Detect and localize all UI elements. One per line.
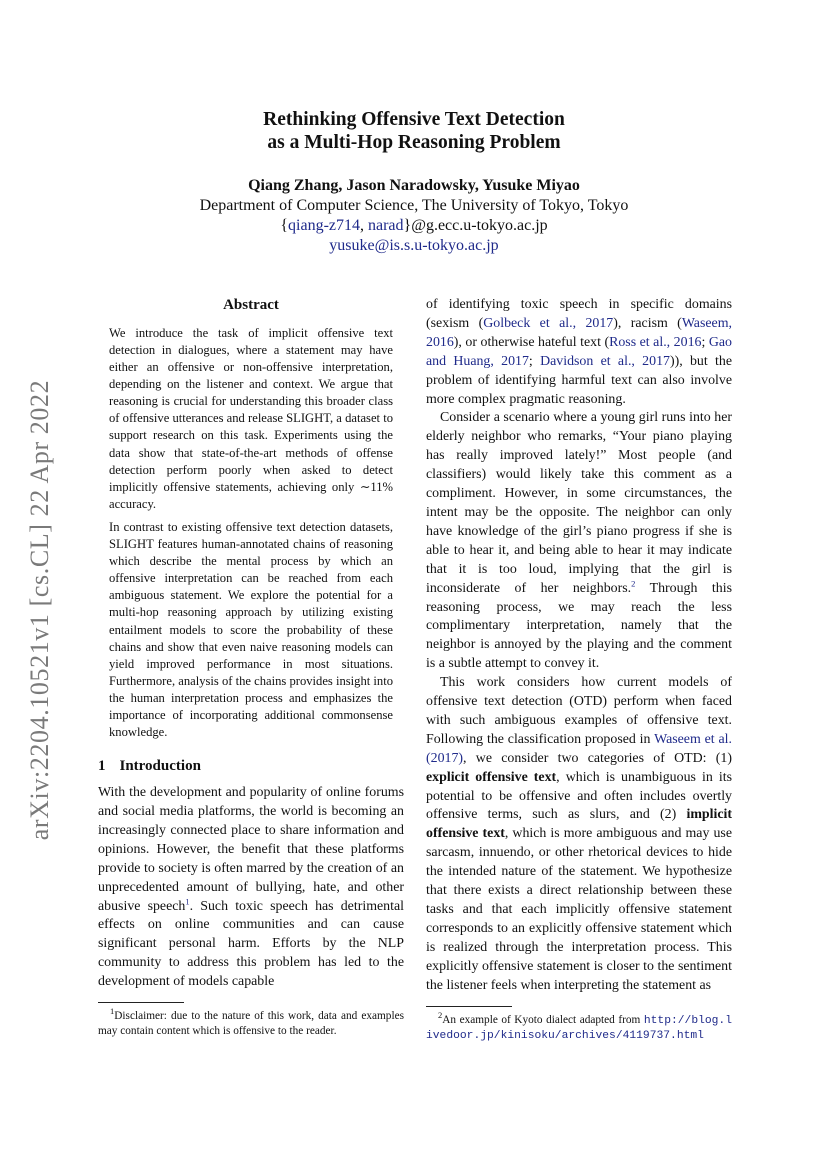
arxiv-side-stamp: arXiv:2204.10521v1 [cs.CL] 22 Apr 2022 xyxy=(25,379,54,841)
email-link-yusuke[interactable]: yusuke@is.s.u-tokyo.ac.jp xyxy=(329,237,499,254)
author-block xyxy=(100,176,728,256)
abstract-heading: Abstract xyxy=(223,297,279,313)
right-column xyxy=(426,296,732,1044)
intro-paragraph-2: Consider a scenario where a young girl runs into her elderly neighbor who remarks, “Your piano playing has really improved lately!” Most people (and classifiers) would likely take this comment as a compliment. However, in some circumstances, the intent may be the opposite. The neighbor can only have knowledge of the girl’s piano progress if she is able to hear it, and being able to hear it may indicate that it is too loud, implying that the girl is inconsiderate of her neighbors.$^2$ Through this reasoning process, we may reach the less complimentary interpretation, namely that the neighbor is annoyed by the playing and the comment is a subtle attempt to convey it. xyxy=(426,410,732,672)
footnote-ref-1[interactable]: 1 xyxy=(185,895,190,906)
affiliation: Department of Computer Science, The University of Tokyo, Tokyo xyxy=(199,197,629,214)
footnote-2-url-link[interactable]: http://blog.livedoor.jp/kinisoku/archives/4119737.html xyxy=(426,1014,732,1043)
section-heading-introduction: 1 Introduction xyxy=(98,758,201,775)
citation-davidson[interactable]: Davidson et al., 2017 xyxy=(540,353,670,369)
author-names: Qiang Zhang, Jason Naradowsky, Yusuke Miyao xyxy=(248,177,580,194)
abstract-paragraph-2: In contrast to existing offensive text detection datasets, SLIGHT features human-annotated chains of reasoning which describe the mental process by which an offensive interpretation can be reached from each ambiguous statement. We explore the potential for a multi-hop reasoning approach by utilizing existing entailment models to score the probability of these chains and show that even naive reasoning models can yield improved performance in most situations. Furthermore, analysis of the chains provides insight into the human interpretation process and emphasizes the importance of incorporating additional commonsense knowledge. xyxy=(109,519,394,740)
citation-gao-huang[interactable]: Gao and Huang, 2017 xyxy=(426,334,733,369)
email-link-qiang[interactable]: qiang-z714 xyxy=(288,217,360,234)
term-explicit-offensive-text: explicit offensive text xyxy=(426,769,557,785)
left-column xyxy=(98,296,404,1038)
title-line-2: as a Multi-Hop Reasoning Problem xyxy=(267,132,561,153)
paper-title xyxy=(100,108,728,154)
footnote-rule-2 xyxy=(426,1006,512,1007)
footnote-ref-2[interactable]: 2 xyxy=(631,577,636,588)
citation-ross[interactable]: Ross et al., 2016 xyxy=(609,334,702,350)
term-implicit-offensive-text: implicit offensive text xyxy=(426,807,732,842)
email-link-narad[interactable]: narad xyxy=(368,217,404,234)
citation-waseem-2016[interactable]: Waseem, 2016 xyxy=(426,315,732,350)
abstract-paragraph-1: We introduce the task of implicit offensive text detection in dialogues, where a statement may have either an offensive or non-offensive interpretation, depending on the listener and context. We argue that reasoning is crucial for understanding this broader class of offensive utterances and release SLIGHT, a dataset to support research on this task. Experiments using the data show that state-of-the-art methods of offense detection perform poorly when asked to detect implicitly offensive statements, achieving only ∼11% accuracy. xyxy=(109,325,393,511)
citation-golbeck[interactable]: Golbeck et al., 2017 xyxy=(483,315,614,331)
footnote-2: $^2$An example of Kyoto dialect adapted from http://blog.livedoor.jp/kinisoku/archives/4119737.html xyxy=(426,1009,732,1043)
footnote-rule xyxy=(98,1002,184,1003)
footnote-1: $^1$Disclaimer: due to the nature of this work, data and examples may contain content which is offensive to the reader. xyxy=(98,1006,404,1037)
intro-paragraph-1: With the development and popularity of online forums and social media platforms, the world is becoming an increasingly connected place to share information and opinions. However, the benefit that these platforms provide to society is often marred by the creation of an unprecedented amount of bullying, hate, and other abusive speech$^1$. Such toxic speech has detrimental effects on online communities and can cause significant personal harm. Efforts by the NLP community to address this problem has led to the development of models capable xyxy=(98,785,404,990)
intro-paragraph-1-continued: of identifying toxic speech in specific domains (sexism (Golbeck et al., 2017), racism (Waseem, 2016), or otherwise hateful text (Ross et al., 2016; Gao and Huang, 2017; Davidson et al., 2017)), but the problem of identifying harmful text can also involve more complex pragmatic reasoning. xyxy=(426,297,733,407)
citation-waseem-2017[interactable]: Waseem et al. (2017) xyxy=(426,731,732,766)
intro-paragraph-3: This work considers how current models of offensive text detection (OTD) perform when faced with such ambiguous examples of offensive text. Following the classification proposed in Waseem et al. (2017), we consider two categories of OTD: (1) explicit offensive text, which is unambiguous in its potential to be offensive and often includes overtly offensive terms, such as slurs, and (2) implicit offensive text, which is more ambiguous and may use sarcasm, innuendo, or other rhetorical devices to hide the intended nature of the statement. We hypothesize that there exists a direct relationship between these tasks and that each implicitly offensive statement corresponds to an explicitly offensive statement which is realized through the interpretation process. This explicitly offensive statement is closer to the sentiment the listener feels when interpreting the statement as xyxy=(426,675,732,993)
title-line-1: Rethinking Offensive Text Detection xyxy=(263,109,565,130)
email-line-1: {qiang-z714, narad}@g.ecc.u-tokyo.ac.jp xyxy=(280,217,548,234)
